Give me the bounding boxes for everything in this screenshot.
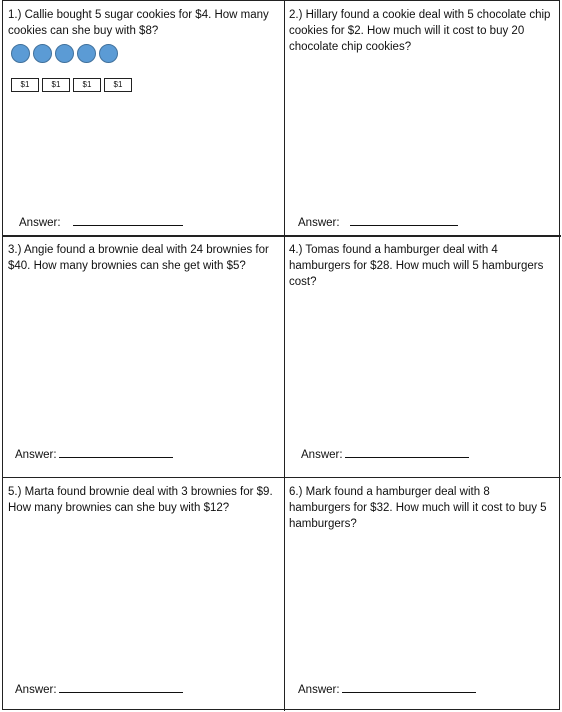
problem-cell-5 xyxy=(3,478,284,711)
answer-row xyxy=(19,214,183,229)
answer-label: Answer: xyxy=(15,449,57,461)
problem-cell-3 xyxy=(3,236,284,478)
cookie-circle xyxy=(33,44,52,63)
dollar-model xyxy=(11,74,135,92)
answer-label: Answer: xyxy=(298,684,340,696)
cookie-circle xyxy=(11,44,30,63)
problem-text: 1.) Callie bought 5 sugar cookies for $4. How many cookies can she buy with $8? xyxy=(8,9,269,37)
cookie-circle xyxy=(77,44,96,63)
dollar-bill: $1 xyxy=(42,78,70,92)
worksheet xyxy=(2,0,560,710)
problem-text: 5.) Marta found brownie deal with 3 brownies for $9. How many brownies can she buy with $12? xyxy=(8,486,273,514)
answer-label: Answer: xyxy=(301,449,343,461)
answer-row xyxy=(301,446,469,461)
dollar-bill: $1 xyxy=(73,78,101,92)
answer-row xyxy=(298,681,476,696)
dollar-bill: $1 xyxy=(104,78,132,92)
cookie-circle xyxy=(99,44,118,63)
answer-label: Answer: xyxy=(19,217,61,229)
answer-blank[interactable] xyxy=(350,214,458,226)
problem-cell-1 xyxy=(3,1,284,236)
answer-blank[interactable] xyxy=(59,446,173,458)
answer-label: Answer: xyxy=(15,684,57,696)
answer-row xyxy=(15,446,173,461)
answer-blank[interactable] xyxy=(345,446,469,458)
cookie-model xyxy=(11,44,121,64)
answer-label: Answer: xyxy=(298,217,340,229)
problem-cell-6 xyxy=(284,478,561,711)
answer-row xyxy=(15,681,183,696)
problem-text: 4.) Tomas found a hamburger deal with 4 hamburgers for $28. How much will 5 hamburgers cost? xyxy=(289,244,544,288)
problem-text: 3.) Angie found a brownie deal with 24 brownies for $40. How many brownies can she get with $5? xyxy=(8,244,269,272)
problem-cell-2 xyxy=(284,1,561,236)
answer-blank[interactable] xyxy=(59,681,183,693)
answer-blank[interactable] xyxy=(342,681,476,693)
answer-row xyxy=(298,214,458,229)
dollar-bill: $1 xyxy=(11,78,39,92)
problem-cell-4 xyxy=(284,236,561,478)
problem-text: 6.) Mark found a hamburger deal with 8 hamburgers for $32. How much will it cost to buy 5 hamburgers? xyxy=(289,486,547,530)
problem-text: 2.) Hillary found a cookie deal with 5 chocolate chip cookies for $2. How much will it cost to buy 20 chocolate chip cookies? xyxy=(289,9,551,53)
cookie-circle xyxy=(55,44,74,63)
answer-blank[interactable] xyxy=(73,214,183,226)
